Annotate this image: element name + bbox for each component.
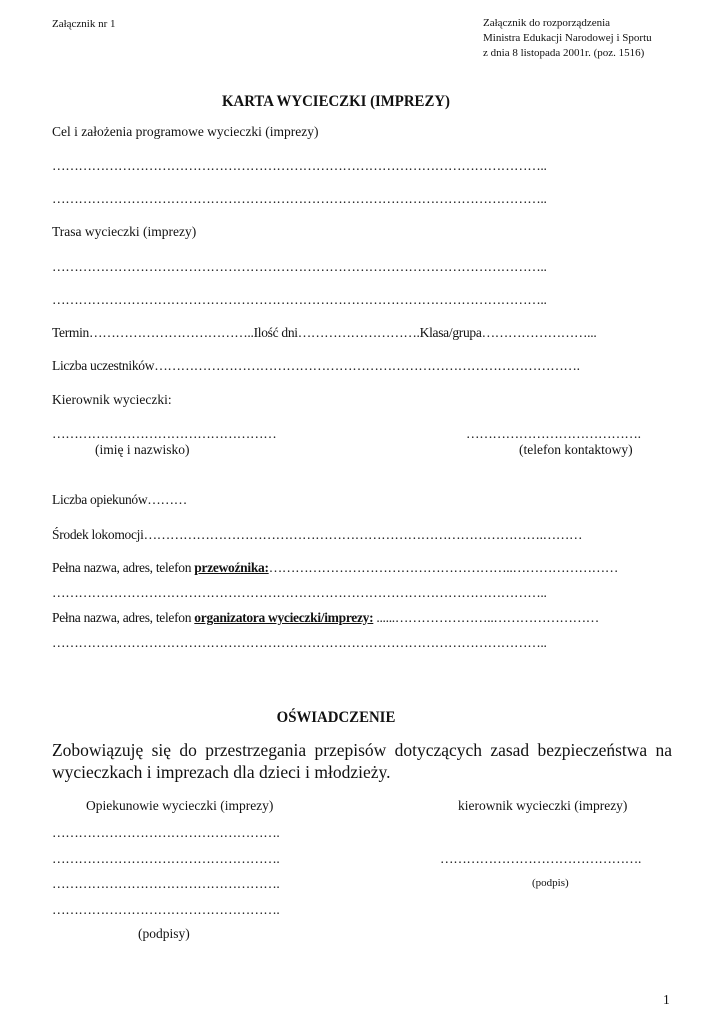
regulation-line-2: Ministra Edukacji Narodowej i Sportu	[483, 32, 652, 44]
carrier-label: Pełna nazwa, adres, telefon	[52, 560, 195, 575]
carrier-row	[52, 559, 618, 577]
goal-line-1[interactable]: …………………………………………………………………………………………………..	[52, 158, 547, 173]
leader-signature-line[interactable]: ……………………………………….	[440, 851, 642, 866]
term-label: Termin	[52, 325, 89, 340]
class-label: Klasa/grupa	[419, 325, 482, 340]
route-label: Trasa wycieczki (imprezy)	[52, 224, 197, 239]
participants-field[interactable]: …………………………………………………………………………………….	[154, 358, 580, 373]
participants-row	[52, 357, 580, 375]
leader-name-field[interactable]: ……………………………………………	[52, 426, 277, 441]
class-field[interactable]: ……………………...	[481, 325, 597, 340]
transport-field[interactable]: ……………………………………………………………………………….………	[143, 527, 583, 542]
leader-label: Kierownik wycieczki:	[52, 392, 172, 407]
guardian-signature-line-1[interactable]: …………………………………………….	[52, 825, 280, 840]
guardians-count-row	[52, 491, 187, 509]
declaration-text-line-1: Zobowiązuję się do przestrzegania przepisów dotyczących zasad bezpieczeństwa na	[52, 740, 673, 760]
participants-label: Liczba uczestników	[52, 358, 155, 373]
term-row	[52, 324, 596, 342]
regulation-line-3: z dnia 8 listopada 2001r. (poz. 1516)	[483, 47, 645, 59]
organizer-field[interactable]: ......…………………..……………………	[373, 610, 599, 625]
regulation-line-1: Załącznik do rozporządzenia	[483, 17, 611, 29]
name-caption: (imię i nazwisko)	[95, 442, 190, 457]
organizer-row	[52, 609, 599, 627]
carrier-label-bold: przewoźnika:	[194, 560, 269, 575]
goal-label: Cel i założenia programowe wycieczki (imprezy)	[52, 124, 319, 139]
guardian-signature-line-3[interactable]: …………………………………………….	[52, 876, 280, 891]
goal-line-2[interactable]: …………………………………………………………………………………………………..	[52, 191, 547, 206]
page-title: KARTA WYCIECZKI (IMPREZY)	[221, 93, 450, 110]
leader-signature-label: kierownik wycieczki (imprezy)	[458, 798, 628, 813]
signature-caption: (podpis)	[532, 877, 569, 889]
leader-phone-field[interactable]: ………………………………….	[466, 426, 641, 441]
days-label: Ilość dni	[253, 325, 298, 340]
guardians-count-label: Liczba opiekunów	[52, 492, 148, 507]
page-number: 1	[663, 992, 670, 1007]
phone-caption: (telefon kontaktowy)	[519, 442, 633, 457]
signatures-caption: (podpisy)	[138, 926, 190, 941]
guardian-signature-line-2[interactable]: …………………………………………….	[52, 851, 280, 866]
carrier-line-2[interactable]: …………………………………………………………………………………………………..	[52, 585, 547, 600]
organizer-label: Pełna nazwa, adres, telefon	[52, 610, 195, 625]
declaration-text-line-2: wycieczkach i imprezach dla dzieci i młodzieży.	[52, 762, 391, 782]
organizer-label-bold: organizatora wycieczki/imprezy:	[194, 610, 374, 625]
guardian-signature-line-4[interactable]: …………………………………………….	[52, 902, 280, 917]
attachment-number: Załącznik nr 1	[52, 18, 116, 30]
transport-label: Środek lokomocji	[52, 527, 144, 542]
organizer-line-2[interactable]: …………………………………………………………………………………………………..	[52, 635, 547, 650]
declaration-heading: OŚWIADCZENIE	[276, 709, 396, 726]
route-line-2[interactable]: …………………………………………………………………………………………………..	[52, 292, 547, 307]
days-field[interactable]: ……………………….	[297, 325, 420, 340]
route-line-1[interactable]: …………………………………………………………………………………………………..	[52, 259, 547, 274]
guardians-count-field[interactable]: ………	[147, 492, 187, 507]
guardians-signature-label: Opiekunowie wycieczki (imprezy)	[86, 798, 274, 813]
term-field[interactable]: ………………………………..	[89, 325, 254, 340]
carrier-field[interactable]: ………………………………………………..……………………	[268, 560, 619, 575]
transport-row	[52, 526, 582, 544]
